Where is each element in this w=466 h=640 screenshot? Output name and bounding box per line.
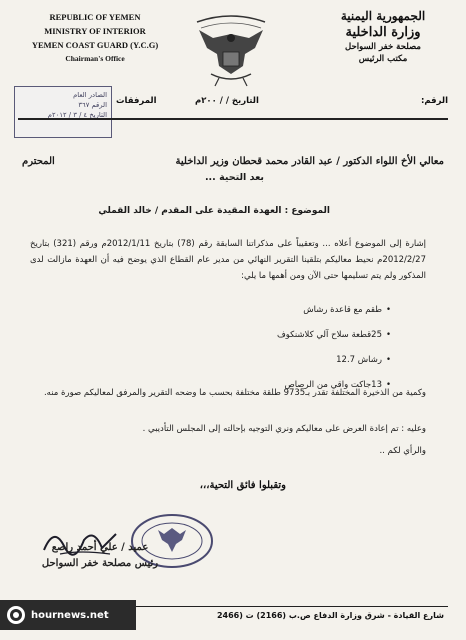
stamp-row3: التاريخ ٤ / ٣ / ٢٠١٢م: [47, 111, 107, 119]
header-en-line2: MINISTRY OF INTERIOR: [44, 26, 146, 36]
header-divider: [18, 118, 448, 120]
header-en-line3: YEMEN COAST GUARD (Y.C.G): [31, 40, 159, 50]
header-ar-line1: الجمهورية اليمنية: [340, 9, 426, 23]
header-en-line4: Chairman's Office: [65, 54, 125, 63]
subject-line: الموضوع : العهدة المقيدة على المقدم / خالد القملي: [98, 206, 330, 216]
paragraph-2: وكمية من الذخيرة المختلفة تقدر بـ9735 طلقة مختلفة بحسب ما وضحه التقرير والمرفق لمعاليكم صورة منه.: [43, 388, 426, 398]
greeting: بعد التحية ...: [204, 172, 264, 183]
header-en-line1: REPUBLIC OF YEMEN: [49, 12, 141, 22]
incoming-stamp: [14, 86, 112, 138]
paragraph-3: وعليه : تم إعادة العرض على معاليكم ونري التوجيه بإحالته إلى المجلس التأديبي .: [142, 424, 426, 434]
watermark-text: hournews.net: [31, 609, 109, 621]
news-logo-icon: [6, 605, 26, 625]
header-ar-line4: مكتب الرئيس: [358, 54, 408, 64]
list-item: • طقم مع قاعدة رشاش: [277, 302, 391, 327]
number-label: الرقم:: [420, 96, 448, 106]
stamp-row2: الرقم ٣٦٧: [78, 101, 107, 109]
footer-address: شارع القيادة - شرق وزارة الدفاع ص.ب (2166) ت (2466: [216, 611, 444, 620]
stamp-row1: الصادر العام: [73, 91, 107, 99]
signatory-title: رئيس مصلحة خفر السواحل: [41, 558, 159, 569]
signatory-block: [30, 540, 170, 572]
addressee-line: [176, 156, 444, 167]
addressee: معالي الأخ اللواء الدكتور / عبد القادر محمد قحطان وزير الداخلية: [175, 156, 444, 167]
closing-line: وتقبلوا فائق التحية،،،: [199, 480, 286, 491]
signatory-name: عميد / علي أحمد راصع: [51, 542, 149, 553]
list-item: • 25قطعة سلاح آلي كلاشنكوف: [277, 327, 391, 352]
list-item: • 13جاكت واقي من الرصاص: [277, 377, 391, 402]
date-label: التاريخ / / ٢٠٠م: [195, 96, 259, 106]
eagle-emblem-icon: [189, 8, 273, 92]
watermark-banner: [0, 600, 136, 630]
header-english: [30, 10, 160, 66]
paragraph-4: والرأي لكم ..: [379, 446, 426, 456]
list-item: • رشاش 12.7: [277, 352, 391, 377]
header-arabic: [318, 8, 448, 65]
header-ar-line3: مصلحة خفر السواحل: [345, 42, 421, 52]
paragraph-1: إشارة إلى الموضوع أعلاه ... وتعقيباً على مذكراتنا السابقة رقم (78) بتاريخ 2012/1/11م ورقم (321) بتاريخ 2012/2/27م نحيط معاليكم بتلقينا التقرير النهائي من مدير عام القطاع الذي يوضح فيه أن العهدة مازالت لدى المذكور ولم يتم تسليمها حتى الآن ومن أهمها ما يلي:: [30, 239, 427, 281]
header-ar-line2: وزارة الداخلية: [345, 25, 421, 40]
respect-label: المحترم: [22, 156, 55, 167]
attachments-label: المرفقات: [116, 96, 157, 106]
